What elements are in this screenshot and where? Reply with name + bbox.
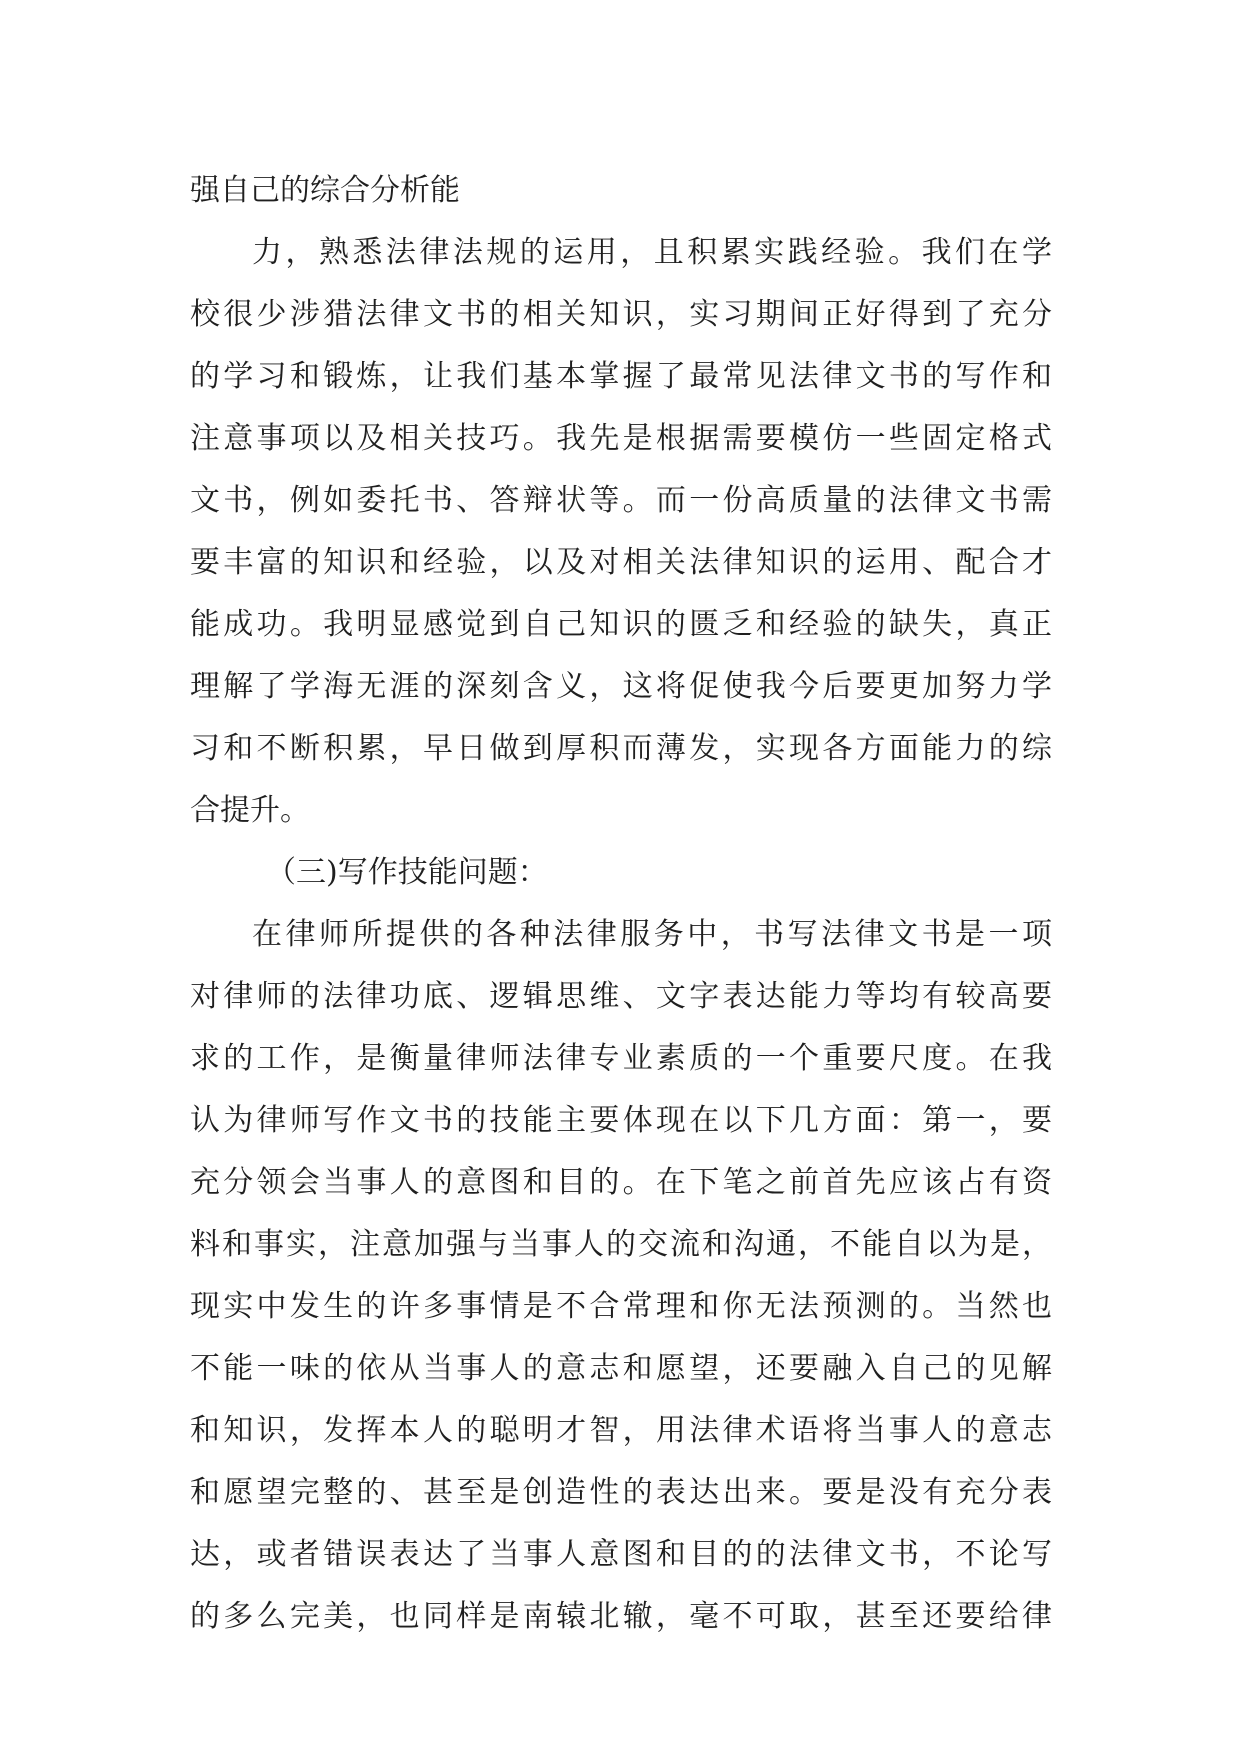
text-line: 达，或者错误表达了当事人意图和目的的法律文书，不论写 <box>190 1537 1052 1572</box>
text-line: 料和事实，注意加强与当事人的交流和沟通，不能自以为是， <box>190 1227 1052 1262</box>
text-line: 的多么完美，也同样是南辕北辙，毫不可取，甚至还要给律 <box>190 1599 1052 1634</box>
text-line: 认为律师写作文书的技能主要体现在以下几方面：第一，要 <box>190 1103 1052 1138</box>
text-line: 求的工作，是衡量律师法律专业素质的一个重要尺度。在我 <box>190 1041 1052 1076</box>
text-line: 和愿望完整的、甚至是创造性的表达出来。要是没有充分表 <box>190 1475 1052 1510</box>
text-line: 文书，例如委托书、答辩状等。而一份高质量的法律文书需 <box>190 483 1052 518</box>
text-line: 对律师的法律功底、逻辑思维、文字表达能力等均有较高要 <box>190 979 1052 1014</box>
text-line: 和知识，发挥本人的聪明才智，用法律术语将当事人的意志 <box>190 1413 1052 1448</box>
text-line: 合提升。 <box>190 793 310 828</box>
text-line: 注意事项以及相关技巧。我先是根据需要模仿一些固定格式 <box>190 421 1052 456</box>
text-line: 校很少涉猎法律文书的相关知识，实习期间正好得到了充分 <box>190 297 1052 332</box>
text-line: 力，熟悉法律法规的运用，且积累实践经验。我们在学 <box>252 235 1052 270</box>
text-line: 现实中发生的许多事情是不合常理和你无法预测的。当然也 <box>190 1289 1052 1324</box>
text-line: 不能一味的依从当事人的意志和愿望，还要融入自己的见解 <box>190 1351 1052 1386</box>
text-line: 的学习和锻炼，让我们基本掌握了最常见法律文书的写作和 <box>190 359 1052 394</box>
text-line: 在律师所提供的各种法律服务中，书写法律文书是一项 <box>252 917 1052 952</box>
body-text <box>190 160 1052 1648</box>
text-line: 强自己的综合分析能 <box>190 173 460 208</box>
section-heading: （三)写作技能问题： <box>266 855 548 890</box>
text-line: 习和不断积累，早日做到厚积而薄发，实现各方面能力的综 <box>190 731 1052 766</box>
text-line: 充分领会当事人的意图和目的。在下笔之前首先应该占有资 <box>190 1165 1052 1200</box>
text-line: 要丰富的知识和经验，以及对相关法律知识的运用、配合才 <box>190 545 1052 580</box>
text-line: 理解了学海无涯的深刻含义，这将促使我今后要更加努力学 <box>190 669 1052 704</box>
text-line: 能成功。我明显感觉到自己知识的匮乏和经验的缺失，真正 <box>190 607 1052 642</box>
